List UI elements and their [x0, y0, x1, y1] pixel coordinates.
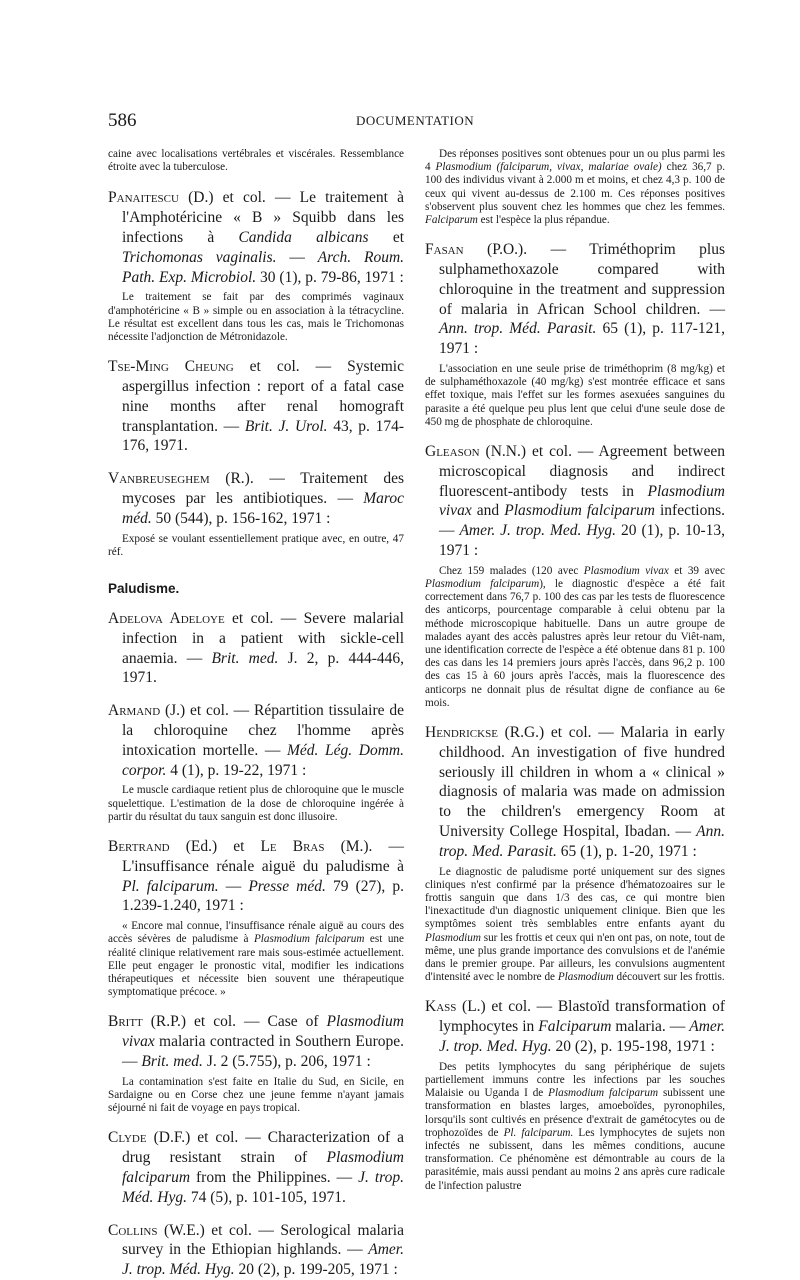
author: Hendrickse	[425, 724, 498, 742]
entry-bertrand	[108, 837, 404, 999]
right-column	[425, 148, 725, 1193]
journal: Méd. Lég. Domm. corpor.	[122, 741, 404, 779]
entry-fasan	[425, 240, 725, 429]
author: Gleason	[425, 443, 480, 461]
journal: J. trop. Méd. Hyg.	[122, 1168, 404, 1206]
author: Vanbreuseghem	[108, 470, 210, 488]
entry-clyde	[108, 1128, 404, 1207]
citation: Britt (R.P.) et col. — Case of Plasmodium vivax malaria contracted in Southern Europe. — Brit. med. J. 2 (5.755), p. 206, 1971 :	[108, 1013, 404, 1070]
intro-abstract: caine avec localisations vertébrales et viscérales. Ressemblance étroite avec la tuberculose.	[108, 148, 404, 174]
journal: Arch. Roum. Path. Exp. Microbiol.	[122, 248, 405, 286]
entry-britt	[108, 1012, 404, 1115]
citation: Armand (J.) et col. — Répartition tissulaire de la chloroquine chez l'homme après intoxication mortelle. — Méd. Lég. Domm. corpor. 4 (1), p. 19-22, 1971 :	[108, 702, 404, 779]
journal: Presse méd.	[248, 877, 326, 895]
author: Fasan	[425, 241, 464, 259]
abstract: Le traitement se fait par des comprimés vaginaux d'amphotéricine « B » simple ou en association à la tétracycline. Le résultat est excellent dans tous les cas, mais le Trichomonas nécessite l'adjonction de Métronidazole.	[108, 291, 404, 343]
section-heading: Paludisme.	[108, 580, 180, 596]
citation: Clyde (D.F.) et col. — Characterization of a drug resistant strain of Plasmodium falciparum from the Philippines. — J. trop. Méd. Hyg. 74 (5), p. 101-105, 1971.	[108, 1129, 404, 1206]
abstract: Le diagnostic de paludisme porté uniquement sur des signes cliniques n'est confirmé par la présence d'hématozoaires sur le frottis sanguin que dans 1/3 des cas, ce qui montre bien l'inexactitude d'un diagnostic uniquement clinique. Bien que les symptômes soient très semblables entre enfants ayant du Plasmodium sur les frottis et ceux qui n'en ont pas, on note, tout de même, une plus grande importance des convulsions et de l'anémie dans le premier groupe. Par ailleurs, les convulsions augmentent d'intensité avec le nombre de Plasmodium découvert sur les frottis.	[425, 865, 725, 984]
citation: Vanbreuseghem (R.). — Traitement des mycoses par les antibiotiques. — Maroc méd. 50 (544), p. 156-162, 1971 :	[108, 470, 404, 527]
abstract: Chez 159 malades (120 avec Plasmodium vivax et 39 avec Plasmodium falciparum), le diagnostic d'espèce a été fait correctement dans 76,7 p. 100 des cas par les tests de fluorescence des anticorps, pourcentage comparable à celui obtenu par la méthode microscopique habituelle. Dans un autre groupe de malades ayant des accès palustres après leur retour du Viêt-nam, une identification correcte de l'espèce a été obtenue dans 81 p. 100 des cas dans les 14 premiers jours après l'accès, dans 96,2 p. 100 des cas 15 à 60 jours après l'accès, mais la fluorescence des anticorps ne donnait plus de résultat digne de confiance au 6e mois.	[425, 564, 725, 709]
author: Clyde	[108, 1129, 147, 1147]
running-title: DOCUMENTATION	[356, 113, 475, 128]
citation: Adelova Adeloye et col. — Severe malarial infection in a patient with sickle-cell anaemia. — Brit. med. J. 2, p. 444-446, 1971.	[108, 609, 404, 687]
journal: Ann. trop. Méd. Parasit.	[439, 320, 597, 338]
author: Adelova Adeloye	[108, 609, 225, 627]
citation: Collins (W.E.) et col. — Serological malaria survey in the Ethiopian highlands. — Amer. J. trop. Méd. Hyg. 20 (2), p. 199-205, 1971 :	[108, 1221, 404, 1279]
citation: Tse-Ming Cheung et col. — Systemic aspergillus infection : report of a fatal case nine months after renal homograft transplantation. — Brit. J. Urol. 43, p. 174-176, 1971.	[108, 358, 404, 455]
abstract: Le muscle cardiaque retient plus de chloroquine que le muscle squelettique. L'estimation de la dose de chloroquine ingérée à partir du résultat du taux sanguin est donc illusoire.	[108, 784, 404, 823]
entry-tse-ming-cheung	[108, 357, 404, 456]
author: Panaitescu	[108, 189, 179, 207]
continued-abstract: Des réponses positives sont obtenues pour un ou plus parmi les 4 Plasmodium (falciparum, vivax, malariae ovale) chez 36,7 p. 100 des individus vivant à 2.000 m et moins, et chez 4,3 p. 100 de ceux qui vivent au-dessus de 2.100 m. Ces réponses positives s'observent plus souvent chez les hommes que chez les femmes. Falciparum est l'espèce la plus répandue.	[425, 148, 725, 227]
author-2: Le Bras	[260, 837, 325, 855]
entry-kass	[425, 997, 725, 1192]
entry-adeloye	[108, 609, 404, 688]
entry-armand	[108, 701, 404, 824]
author: Bertrand	[108, 837, 170, 855]
journal: Brit. med.	[141, 1052, 203, 1070]
entry-vanbreuseghem	[108, 469, 404, 559]
abstract: « Encore mal connue, l'insuffisance rénale aiguë au cours des accès sévères de paludisme à Plasmodium falciparum est une réalité clinique relativement rare mais sous-estimée actuellement. Elle peut engager le pronostic vital, modifier les indications thérapeutiques et nécessite bien souvent une thérapeutique symptomatique précoce. »	[108, 920, 404, 999]
journal: Amer. J. trop. Med. Hyg.	[439, 1018, 725, 1056]
journal: Amer. J. trop. Méd. Hyg.	[122, 1241, 404, 1279]
journal: Amer. J. trop. Med. Hyg.	[459, 522, 617, 540]
abstract: L'association en une seule prise de triméthoprim (8 mg/kg) et de sulphaméthoxazole (40 mg/kg) s'est montrée efficace et sans effet toxique, mais l'effet sur les formes asexuées sanguines du parasite a été quelque peu plus lent que celui d'une seule dose de 450 mg de phosphate de chloroquine.	[425, 363, 725, 428]
citation: Bertrand (Ed.) et Le Bras (M.). — L'insuffisance rénale aiguë du paludisme à Pl. falciparum. — Presse méd. 79 (27), p. 1.239-1.240, 1971 :	[108, 837, 404, 915]
abstract: Exposé se voulant essentiellement pratique avec, en outre, 47 réf.	[108, 532, 404, 558]
entry-panaitescu	[108, 188, 404, 344]
page-header	[108, 110, 728, 134]
author: Armand	[108, 702, 161, 720]
author: Britt	[108, 1013, 143, 1031]
entry-gleason	[425, 442, 725, 710]
journal: Brit. J. Urol.	[244, 417, 328, 435]
journal: Brit. med.	[211, 649, 279, 667]
citation: Kass (L.) et col. — Blastoïd transformation of lymphocytes in Falciparum malaria. — Amer. J. trop. Med. Hyg. 20 (2), p. 195-198, 1971 :	[425, 998, 725, 1056]
citation: Fasan (P.O.). — Triméthoprim plus sulphamethoxazole compared with chloroquine in the treatment and suppression of malaria in African School children. — Ann. trop. Méd. Parasit. 65 (1), p. 117-121, 1971 :	[425, 241, 725, 358]
entry-collins	[108, 1221, 404, 1280]
author: Kass	[425, 998, 457, 1016]
citation: Hendrickse (R.G.) et col. — Malaria in early childhood. An investigation of five hundred seriously ill children in whom a « clinical » diagnosis of malaria was made on admission to the children's emergency Room at University College Hospital, Ibadan. — Ann. trop. Med. Parasit. 65 (1), p. 1-20, 1971 :	[425, 724, 725, 860]
author: Tse-Ming Cheung	[108, 358, 234, 376]
abstract: La contamination s'est faite en Italie du Sud, en Sicile, en Sardaigne ou en Corse chez une jeune femme n'ayant jamais séjourné ni fait de voyage en pays tropical.	[108, 1075, 404, 1115]
journal: Maroc méd.	[122, 489, 404, 527]
author: Collins	[108, 1221, 158, 1239]
journal: Ann. trop. Med. Parasit.	[439, 823, 725, 860]
left-column	[108, 148, 404, 1280]
page-number: 586	[108, 110, 137, 131]
citation: Panaitescu (D.) et col. — Le traitement à l'Amphotéricine « B » Squibb dans les infections à Candida albicans et Trichomonas vaginalis. — Arch. Roum. Path. Exp. Microbiol. 30 (1), p. 79-86, 1971 :	[108, 189, 405, 286]
citation: Gleason (N.N.) et col. — Agreement between microscopical diagnosis and indirect fluorescent-antibody tests in Plasmodium vivax and Plasmodium falciparum infections. — Amer. J. trop. Med. Hyg. 20 (1), p. 10-13, 1971 :	[425, 443, 725, 559]
abstract: Des petits lymphocytes du sang périphérique de sujets partiellement immuns contre les infections par les souches Malaisie ou Uganda I de Plasmodium falciparum subissent une transformation en blastes larges, amoeboïdes, pyronophiles, lorsqu'ils sont cultivés en présence d'extrait de gamétocytes ou de trophozoïdes de Pl. falciparum. Les lymphocytes de sujets non infectés ne subissent, dans les mêmes conditions, aucune transformation. Ce phénomène est démontrable au cours de la parasitémie, mais aussi pendant au moins 2 ans après cure radicale de l'infection palustre	[425, 1060, 725, 1192]
entry-hendrickse	[425, 723, 725, 984]
